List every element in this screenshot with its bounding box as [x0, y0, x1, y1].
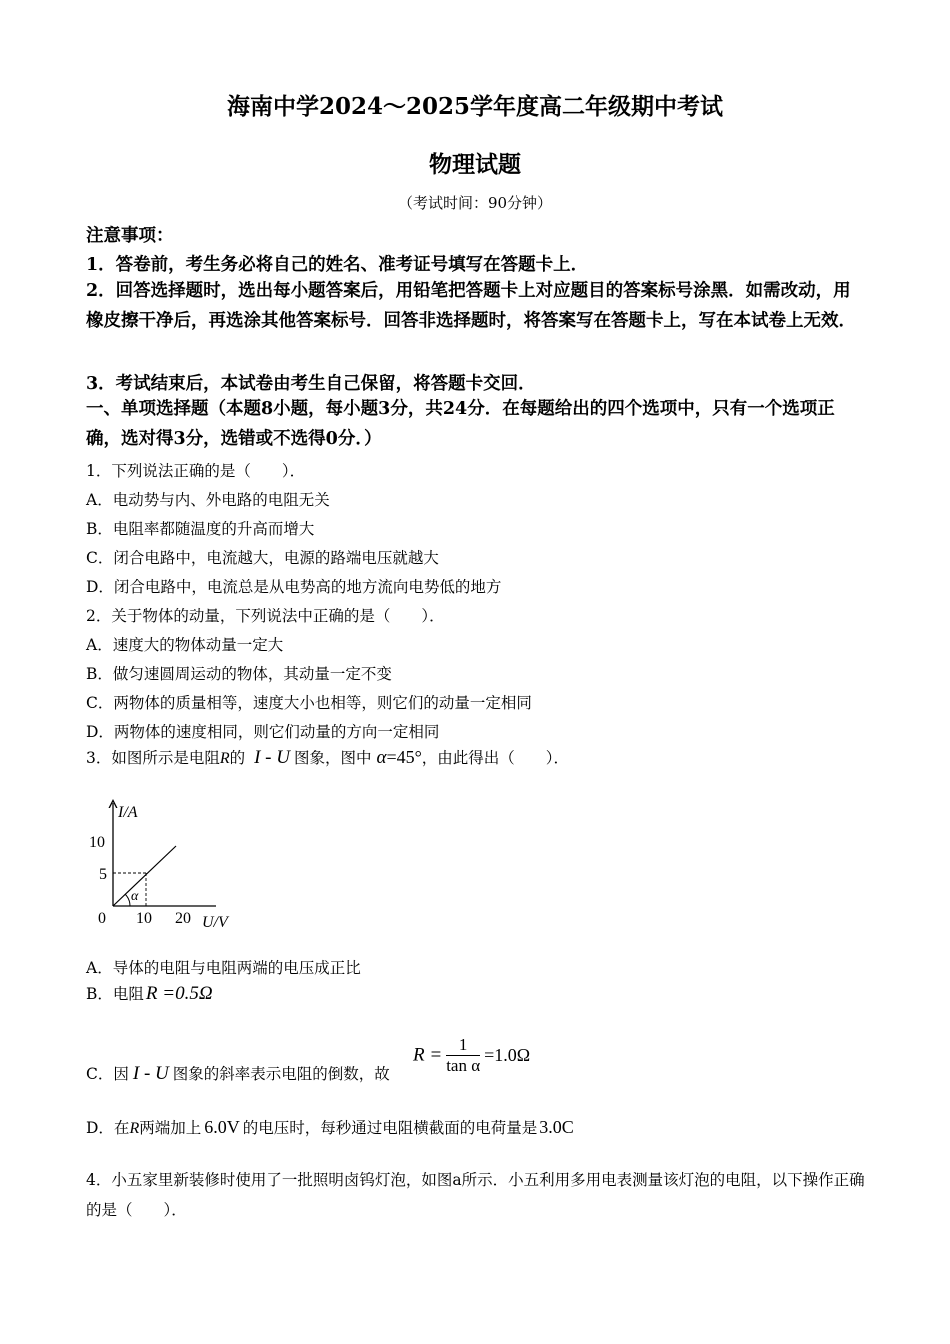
y-tick-5: 5	[99, 866, 107, 883]
x-axis-label: U/V	[202, 914, 228, 931]
notice-heading: 注意事项：	[86, 226, 174, 246]
q2-option-b: B．做匀速圆周运动的物体，其动量一定不变	[86, 665, 392, 683]
y-axis-label: I/A	[118, 804, 138, 821]
q3-option-a: A．导体的电阻与电阻两端的电压成正比	[86, 959, 361, 977]
angle-label: α	[131, 889, 139, 904]
q1-stem: 1．下列说法正确的是（ ）．	[86, 462, 306, 480]
q1-option-c: C．闭合电路中，电流越大，电源的路端电压就越大	[86, 549, 439, 567]
q3-stem: 3．如图所示是电阻R的 I - U 图象，图中 α=45°，由此得出（ ）．	[86, 747, 570, 768]
q4-stem: 4．小五家里新装修时使用了一批照明卤钨灯泡，如图a所示．小五利用多用电表测量该灯泡的电阻，以下操作正确的是（ ）．	[86, 1171, 865, 1219]
section-1-heading: 一、单项选择题（本题8小题，每小题3分，共24分．在每题给出的四个选项中，只有一个选项正确，选对得3分，选错或不选得0分．）	[86, 399, 835, 449]
q1-option-a: A．电动势与内、外电路的电阻无关	[86, 491, 330, 509]
iu-line	[113, 846, 176, 906]
notice-item-3: 3．考试结束后，本试卷由考生自己保留，将答题卡交回．	[86, 374, 536, 394]
notice-item-1: 1．答卷前，考生务必将自己的姓名、准考证号填写在答题卡上．	[86, 255, 589, 275]
exam-title: 海南中学2024～2025学年度高二年级期中考试	[226, 93, 724, 120]
q3-option-b: B．电阻 R =0.5Ω	[86, 983, 213, 1004]
q3-option-c: C．因 I - U 图象的斜率表示电阻的倒数，故	[86, 1063, 390, 1084]
angle-arc	[125, 894, 130, 906]
q2-stem: 2．关于物体的动量，下列说法中正确的是（ ）．	[86, 607, 445, 625]
x-tick-10: 10	[136, 910, 152, 927]
q2-option-a: A．速度大的物体动量一定大	[86, 636, 284, 654]
q3-option-c-formula: R = $\frac{1}{\text{tan α}}$ =1.0Ω	[413, 1035, 531, 1075]
q3-option-d: D．在R两端加上 6.0V 的电压时，每秒通过电阻横截面的电荷量是 3.0C	[86, 1117, 574, 1137]
exam-subtitle: 物理试题	[429, 151, 521, 178]
q2-option-c: C．两物体的质量相等，速度大小也相等，则它们的动量一定相同	[86, 694, 532, 712]
exam-time: （考试时间：90分钟）	[397, 194, 553, 212]
q1-option-b: B．电阻率都随温度的升高而增大	[86, 520, 315, 538]
x-tick-20: 20	[175, 910, 191, 927]
notice-item-2: 2．回答选择题时，选出每小题答案后，用铅笔把答题卡上对应题目的答案标号涂黑．如需改动，用橡皮擦干净后，再选涂其他答案标号．回答非选择题时，将答案写在答题卡上，写在本试卷上无效．	[86, 281, 856, 331]
x-tick-0: 0	[98, 910, 106, 927]
y-tick-10: 10	[89, 834, 105, 851]
q3-iu-graph	[86, 795, 246, 935]
q2-option-d: D．两物体的速度相同，则它们动量的方向一定相同	[86, 723, 440, 741]
q1-option-d: D．闭合电路中，电流总是从电势高的地方流向电势低的地方	[86, 578, 502, 596]
